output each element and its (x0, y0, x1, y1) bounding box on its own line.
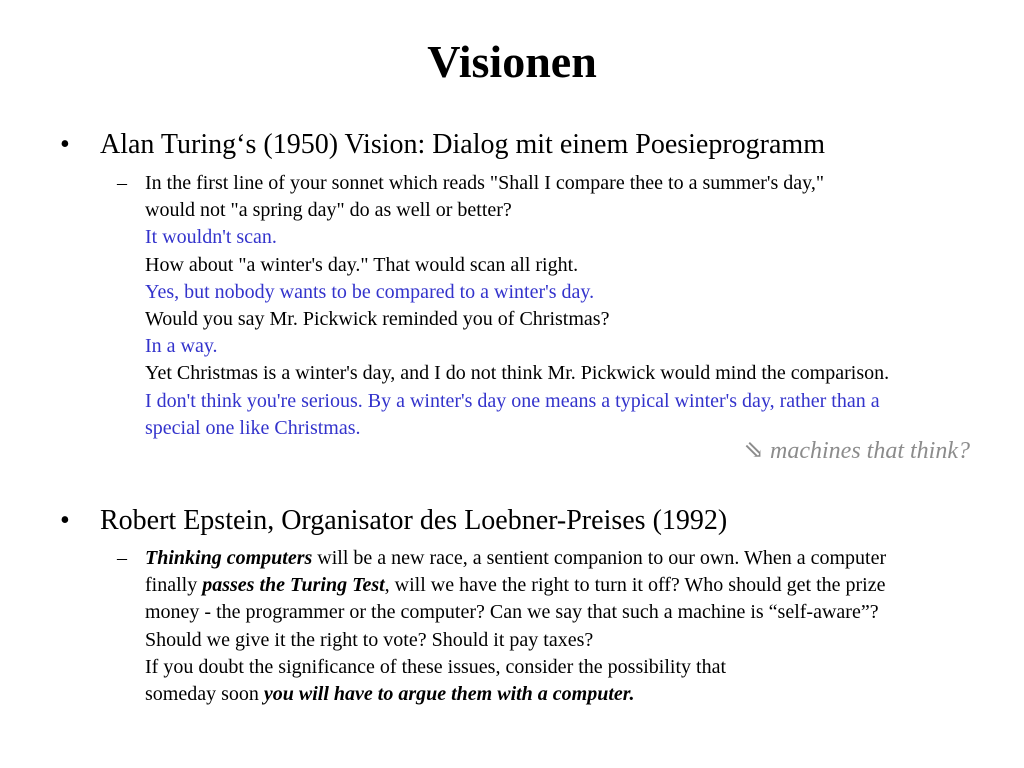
emphasis-text: passes the Turing Test (202, 574, 385, 597)
emphasis-text: Thinking computers (145, 547, 313, 569)
quote-line (145, 681, 1005, 708)
turing-dialog (145, 170, 1005, 442)
quote-text: will be a new race, a sentient companion to our own. When a computer (312, 547, 887, 569)
bullet-epstein: • (60, 505, 70, 536)
dialog-line: Yet Christmas is a winter's day, and I do not think Mr. Pickwick would mind the comparison. (145, 362, 890, 385)
epstein-heading: Robert Epstein, Organisator des Loebner-Preises (1992) (100, 505, 728, 536)
emphasis-text: you will have to argue them with a computer. (263, 683, 635, 706)
dialog-reply: special one like Christmas. (145, 416, 361, 439)
arrow-icon: ⇘ (743, 438, 765, 464)
dialog-reply: I don't think you're serious. By a winter's day one means a typical winter's day, rather than a (145, 389, 880, 412)
turing-heading: Alan Turing‘s (1950) Vision: Dialog mit einem Poesieprogramm (100, 129, 825, 160)
quote-text: , will we have the right to turn it off? Who should get the prize (384, 574, 886, 597)
dialog-line: Would you say Mr. Pickwick reminded you of Christmas? (145, 308, 610, 331)
quote-text: finally (145, 574, 203, 597)
quote-line: money - the programmer or the computer? Can we say that such a machine is “self-aware”? (145, 601, 879, 624)
dialog-line: In the first line of your sonnet which reads "Shall I compare thee to a summer's day," (145, 172, 825, 194)
dialog-line: would not "a spring day" do as well or better? (145, 199, 512, 222)
quote-line (145, 572, 1005, 599)
quote-line: If you doubt the significance of these issues, consider the possibility that (145, 655, 726, 678)
quote-text: someday soon (145, 683, 264, 706)
dialog-reply: It wouldn't scan. (145, 226, 277, 249)
machines-note (744, 436, 970, 466)
bullet-turing: • (60, 129, 70, 160)
slide-title: Visionen (427, 36, 597, 87)
dialog-reply: In a way. (145, 335, 218, 358)
quote-line (145, 545, 1005, 572)
dash-epstein: – (117, 547, 127, 569)
dash-turing: – (117, 172, 127, 194)
note-text: machines that think? (770, 438, 970, 464)
epstein-quote (145, 545, 1005, 708)
dialog-line: How about "a winter's day." That would scan all right. (145, 253, 579, 276)
quote-line: Should we give it the right to vote? Should it pay taxes? (145, 628, 594, 651)
dialog-reply: Yes, but nobody wants to be compared to a winter's day. (145, 280, 595, 303)
